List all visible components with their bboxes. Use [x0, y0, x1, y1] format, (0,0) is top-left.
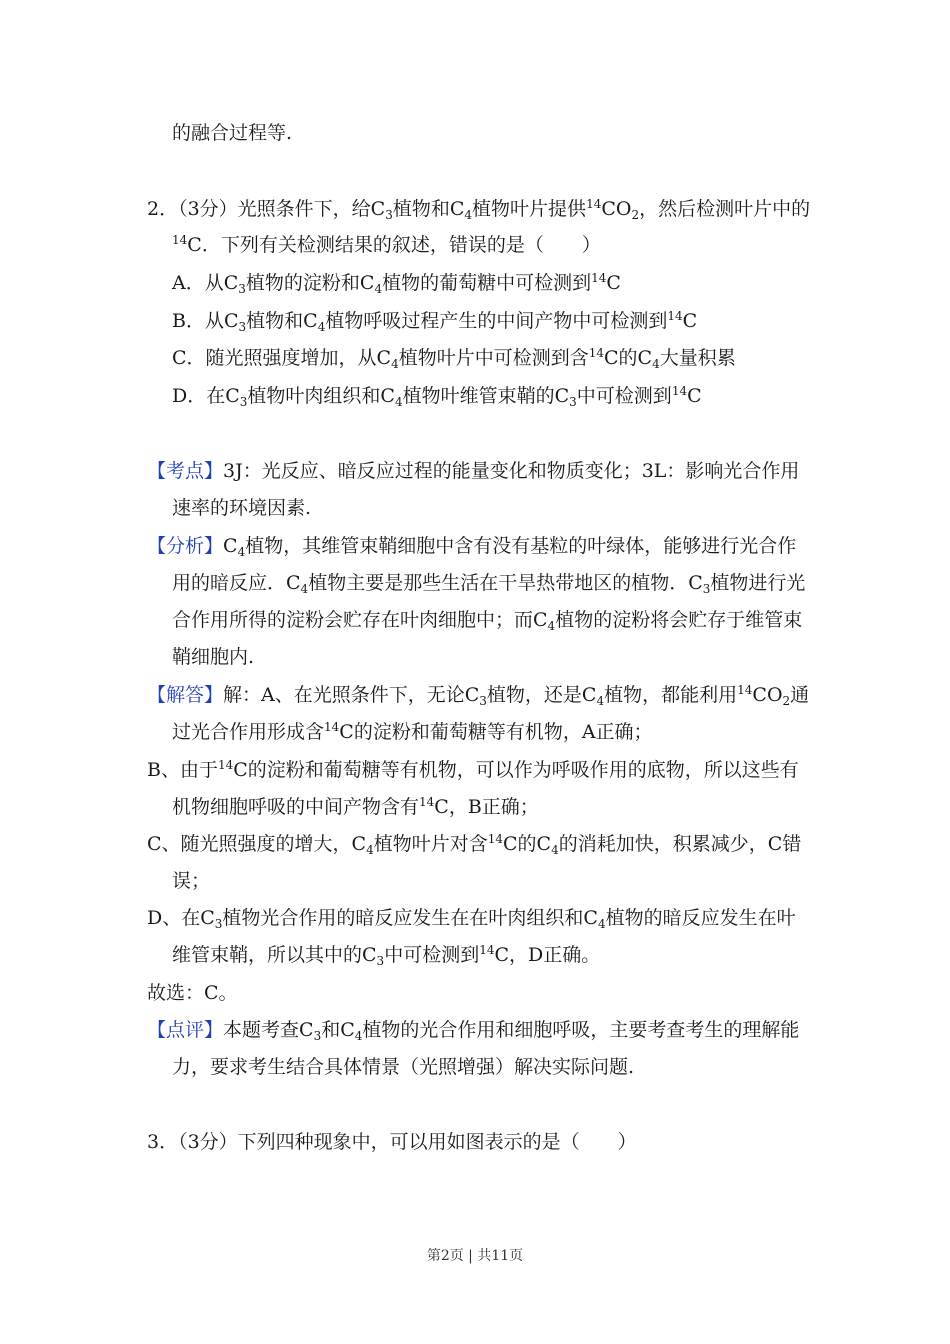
dianping-tag: 【点评】 — [147, 1019, 224, 1041]
q2-option-b: B．从$C_3$植物和$C_4$植物呼吸过程产生的中间产物中可检测到$^{14}$C — [172, 309, 698, 334]
jieda-d-line2: 维管束鞘，所以其中的$C_3$中可检测到$^{14}$C，D正确。 — [172, 943, 601, 968]
kaodian-text1: 3J：光反应、暗反应过程的能量变化和物质变化；3L：影响光合作用 — [223, 460, 800, 482]
jieda-c-line1: C、随光照强度的增大，$C_4$植物叶片对含$^{14}$C的$C_4$的消耗加快，积累减少，C错 — [147, 832, 802, 857]
dianping-line2: 力，要求考生结合具体情景（光照增强）解决实际问题. — [172, 1056, 635, 1078]
fenxi-text1: $C_4$植物，其维管束鞘细胞中含有没有基粒的叶绿体，能够进行光合作 — [223, 535, 797, 559]
jieda-line2: 过光合作用形成含$^{14}$C的淀粉和葡萄糖等有机物，A正确； — [172, 720, 653, 743]
q2-option-a: A．从$C_3$植物的淀粉和$C_4$植物的葡萄糖中可检测到$^{14}$C — [172, 271, 621, 296]
dianping-line1 — [147, 1017, 799, 1043]
fenxi-tag: 【分析】 — [147, 535, 224, 557]
fenxi-line1 — [147, 533, 796, 559]
q2-stem-line2: $^{14}$C．下列有关检测结果的叙述，错误的是（ ） — [172, 233, 601, 256]
jieda-answer: 故选：C。 — [147, 982, 238, 1004]
fenxi-line4: 鞘细胞内. — [172, 646, 255, 668]
q2-option-d: D．在$C_3$植物叶肉组织和$C_4$植物叶维管束鞘的$C_3$中可检测到$^{14}$C — [172, 384, 702, 409]
dianping-text1: 本题考查$C_3$和$C_4$植物的光合作用和细胞呼吸，主要考查考生的理解能 — [223, 1019, 800, 1043]
kaodian-line1 — [147, 458, 799, 484]
jieda-b-line1: B、由于$^{14}$C的淀粉和葡萄糖等有机物，可以作为呼吸作用的底物，所以这些有 — [147, 758, 799, 781]
jieda-text1: 解：A、在光照条件下，无论$C_3$植物，还是$C_4$植物，都能利用$^{14}CO_2$通 — [223, 683, 810, 708]
jieda-c-line2: 误； — [172, 870, 211, 892]
kaodian-line2: 速率的环境因素. — [172, 497, 312, 519]
q2-stem-line1: 2．（3分）光照条件下，给$C_3$植物和$C_4$植物叶片提供$^{14}CO_2$，然后检测叶片中的 — [147, 197, 811, 222]
jieda-d-line1: D、在$C_3$植物光合作用的暗反应发生在在叶肉组织和$C_4$植物的暗反应发生在叶 — [147, 907, 796, 931]
jieda-line1 — [147, 682, 809, 708]
q2-option-c: C．随光照强度增加，从$C_4$植物叶片中可检测到含$^{14}$C的$C_4$大量积累 — [172, 346, 736, 371]
fenxi-line2: 用的暗反应．$C_4$植物主要是那些生活在干旱热带地区的植物．$C_3$植物进行光 — [172, 572, 806, 596]
jieda-b-line2: 机物细胞呼吸的中间产物含有$^{14}$C，B正确； — [172, 795, 539, 818]
q3-stem: 3．（3分）下列四种现象中，可以用如图表示的是（ ） — [147, 1131, 637, 1153]
jieda-tag: 【解答】 — [147, 684, 224, 706]
kaodian-tag: 【考点】 — [147, 460, 224, 482]
fenxi-line3: 合作用所得的淀粉会贮存在叶肉细胞中；而$C_4$植物的淀粉将会贮存于维管束 — [172, 609, 803, 633]
intro-tail: 的融合过程等. — [172, 122, 293, 144]
page-footer: 第2页 | 共11页 — [426, 1248, 524, 1264]
